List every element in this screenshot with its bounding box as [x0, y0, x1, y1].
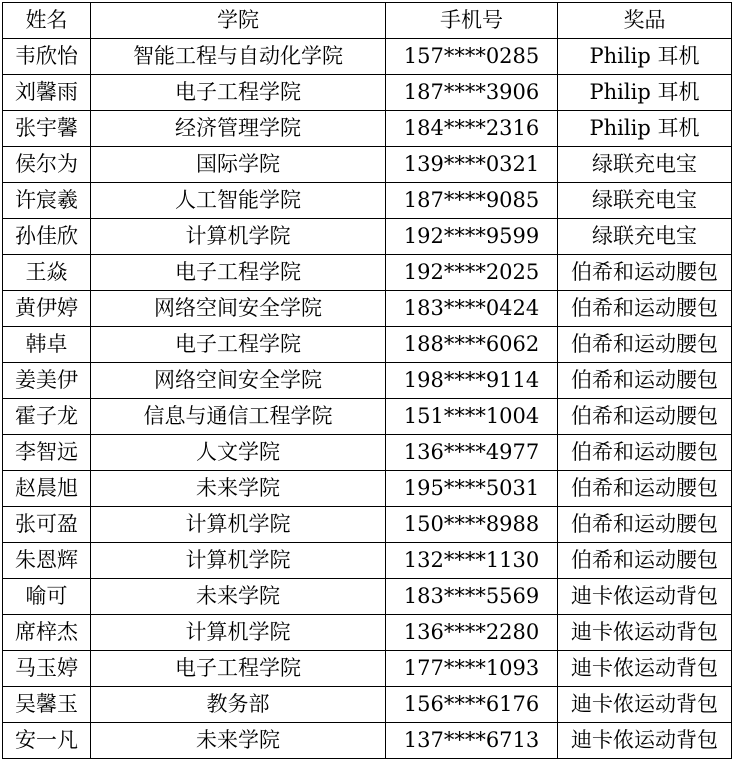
cell-college: 人文学院 — [91, 435, 386, 471]
table-header — [3, 3, 732, 39]
cell-prize: Philip 耳机 — [558, 111, 732, 147]
cell-phone: 136****4977 — [386, 435, 558, 471]
cell-prize: 伯希和运动腰包 — [558, 507, 732, 543]
cell-name: 席梓杰 — [3, 615, 91, 651]
cell-college: 计算机学院 — [91, 507, 386, 543]
cell-phone: 156****6176 — [386, 687, 558, 723]
table-row — [3, 687, 732, 723]
cell-college: 网络空间安全学院 — [91, 291, 386, 327]
cell-phone: 192****9599 — [386, 219, 558, 255]
cell-college: 国际学院 — [91, 147, 386, 183]
cell-name: 吴馨玉 — [3, 687, 91, 723]
header-prize: 奖品 — [558, 3, 732, 39]
cell-name: 喻可 — [3, 579, 91, 615]
cell-prize: 伯希和运动腰包 — [558, 471, 732, 507]
cell-prize: 伯希和运动腰包 — [558, 327, 732, 363]
cell-phone: 187****3906 — [386, 75, 558, 111]
table-row — [3, 579, 732, 615]
cell-name: 许宸羲 — [3, 183, 91, 219]
header-row — [3, 3, 732, 39]
cell-college: 电子工程学院 — [91, 327, 386, 363]
cell-prize: 伯希和运动腰包 — [558, 543, 732, 579]
cell-name: 张宇馨 — [3, 111, 91, 147]
cell-name: 李智远 — [3, 435, 91, 471]
cell-phone: 132****1130 — [386, 543, 558, 579]
cell-college: 未来学院 — [91, 471, 386, 507]
cell-name: 赵晨旭 — [3, 471, 91, 507]
cell-name: 姜美伊 — [3, 363, 91, 399]
cell-name: 王焱 — [3, 255, 91, 291]
cell-college: 计算机学院 — [91, 615, 386, 651]
cell-phone: 139****0321 — [386, 147, 558, 183]
cell-prize: 绿联充电宝 — [558, 219, 732, 255]
cell-phone: 151****1004 — [386, 399, 558, 435]
cell-college: 电子工程学院 — [91, 651, 386, 687]
table-row — [3, 255, 732, 291]
cell-name: 韦欣怡 — [3, 39, 91, 75]
cell-prize: 迪卡侬运动背包 — [558, 651, 732, 687]
winners-table — [2, 2, 732, 759]
cell-phone: 188****6062 — [386, 327, 558, 363]
cell-name: 黄伊婷 — [3, 291, 91, 327]
cell-prize: 伯希和运动腰包 — [558, 363, 732, 399]
cell-college: 经济管理学院 — [91, 111, 386, 147]
cell-prize: 迪卡侬运动背包 — [558, 579, 732, 615]
cell-prize: 绿联充电宝 — [558, 147, 732, 183]
cell-college: 电子工程学院 — [91, 75, 386, 111]
header-phone: 手机号 — [386, 3, 558, 39]
cell-college: 智能工程与自动化学院 — [91, 39, 386, 75]
cell-phone: 184****2316 — [386, 111, 558, 147]
cell-phone: 177****1093 — [386, 651, 558, 687]
cell-name: 安一凡 — [3, 723, 91, 759]
cell-phone: 195****5031 — [386, 471, 558, 507]
cell-phone: 157****0285 — [386, 39, 558, 75]
cell-prize: 伯希和运动腰包 — [558, 291, 732, 327]
table-row — [3, 399, 732, 435]
cell-prize: Philip 耳机 — [558, 75, 732, 111]
cell-college: 电子工程学院 — [91, 255, 386, 291]
cell-phone: 198****9114 — [386, 363, 558, 399]
table-row — [3, 435, 732, 471]
cell-prize: 迪卡侬运动背包 — [558, 723, 732, 759]
cell-name: 马玉婷 — [3, 651, 91, 687]
cell-name: 张可盈 — [3, 507, 91, 543]
header-college: 学院 — [91, 3, 386, 39]
cell-prize: 绿联充电宝 — [558, 183, 732, 219]
cell-college: 未来学院 — [91, 723, 386, 759]
table-row — [3, 147, 732, 183]
cell-name: 霍子龙 — [3, 399, 91, 435]
cell-college: 教务部 — [91, 687, 386, 723]
cell-name: 朱恩辉 — [3, 543, 91, 579]
cell-phone: 150****8988 — [386, 507, 558, 543]
cell-college: 人工智能学院 — [91, 183, 386, 219]
cell-name: 韩卓 — [3, 327, 91, 363]
cell-phone: 187****9085 — [386, 183, 558, 219]
header-name: 姓名 — [3, 3, 91, 39]
cell-name: 孙佳欣 — [3, 219, 91, 255]
table-row — [3, 327, 732, 363]
cell-phone: 136****2280 — [386, 615, 558, 651]
cell-phone: 183****0424 — [386, 291, 558, 327]
table-body — [3, 39, 732, 759]
cell-phone: 192****2025 — [386, 255, 558, 291]
cell-college: 网络空间安全学院 — [91, 363, 386, 399]
table-row — [3, 39, 732, 75]
cell-college: 计算机学院 — [91, 219, 386, 255]
table-row — [3, 111, 732, 147]
table-row — [3, 219, 732, 255]
table-row — [3, 651, 732, 687]
cell-college: 计算机学院 — [91, 543, 386, 579]
cell-college: 信息与通信工程学院 — [91, 399, 386, 435]
table-row — [3, 471, 732, 507]
table-row — [3, 363, 732, 399]
cell-prize: Philip 耳机 — [558, 39, 732, 75]
table-row — [3, 183, 732, 219]
cell-name: 侯尔为 — [3, 147, 91, 183]
cell-phone: 137****6713 — [386, 723, 558, 759]
table-row — [3, 291, 732, 327]
table-row — [3, 615, 732, 651]
table-row — [3, 75, 732, 111]
cell-prize: 迪卡侬运动背包 — [558, 687, 732, 723]
cell-prize: 迪卡侬运动背包 — [558, 615, 732, 651]
cell-name: 刘馨雨 — [3, 75, 91, 111]
cell-college: 未来学院 — [91, 579, 386, 615]
cell-prize: 伯希和运动腰包 — [558, 399, 732, 435]
cell-prize: 伯希和运动腰包 — [558, 255, 732, 291]
cell-prize: 伯希和运动腰包 — [558, 435, 732, 471]
table-row — [3, 723, 732, 759]
table-row — [3, 507, 732, 543]
table-row — [3, 543, 732, 579]
cell-phone: 183****5569 — [386, 579, 558, 615]
